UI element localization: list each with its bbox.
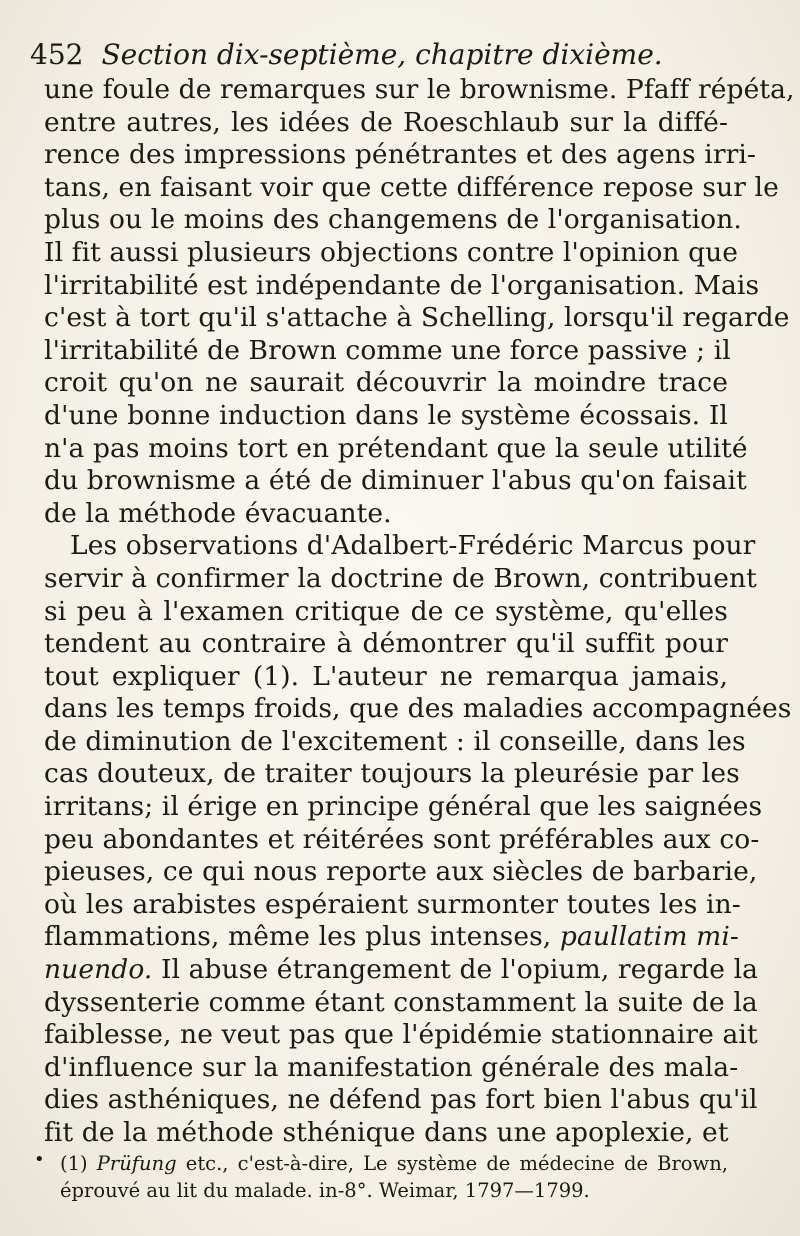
text-line-paragraph-end: de la méthode évacuante.	[44, 497, 392, 529]
text-line: dans les temps froids, que des maladies accompagnées	[44, 693, 792, 725]
text-line: n'a pas moins tort en prétendant que la seule utilité	[44, 432, 748, 464]
text-line: du brownisme a été de diminuer l'abus qu'on faisait	[44, 465, 747, 497]
text-line: où les arabistes espéraient surmonter toutes les in-	[44, 888, 741, 920]
text-line: croit qu'on ne saurait découvrir la moindre trace	[44, 367, 728, 399]
footnote-dot: •	[34, 1149, 45, 1170]
text-line: peu abondantes et réitérées sont préférables aux co-	[44, 823, 760, 855]
footnote-text: etc., c'est-à-dire, Le système de médecine de Brown,	[185, 1152, 728, 1175]
text-line: faiblesse, ne veut pas que l'épidémie stationnaire ait	[44, 1019, 758, 1051]
text-line: dyssenterie comme étant constamment la suite de la	[44, 986, 758, 1018]
text-line: tans, en faisant voir que cette différence repose sur le	[44, 171, 779, 203]
text-line: fit de la méthode sthénique dans une apoplexie, et	[44, 1117, 729, 1148]
text-line: dies asthéniques, ne défend pas fort bien l'abus qu'il	[44, 1084, 758, 1116]
running-title: Section dix-septième, chapitre dixième.	[101, 38, 663, 71]
text-segment: Il abuse étrangement de l'opium, regarde la	[152, 954, 759, 986]
footnote-line: éprouvé au lit du malade. in-8°. Weimar, 1797—1799.	[60, 1179, 590, 1202]
text-line-paragraph-start: Les observations d'Adalbert-Frédéric Marcus pour	[70, 530, 756, 562]
text-line: irritans; il érige en principe général que les saignées	[44, 791, 763, 823]
italic-phrase: paullatim mi-	[559, 921, 739, 953]
text-segment: flammations, même les plus intenses,	[44, 921, 552, 953]
text-line-with-italic	[44, 921, 739, 954]
running-header	[30, 30, 770, 80]
footnote-marker: (1)	[60, 1152, 88, 1175]
footnote	[60, 1150, 728, 1204]
text-line: une foule de remarques sur le brownisme. Pfaff répéta,	[44, 74, 795, 105]
text-line: cas douteux, de traiter toujours la pleurésie par les	[44, 758, 740, 790]
page-number: 452	[30, 38, 84, 71]
text-line: de diminution de l'excitement : il conseille, dans les	[44, 725, 746, 757]
text-line: l'irritabilité de Brown comme une force passive ; il	[44, 334, 731, 366]
text-line: rence des impressions pénétrantes et des agens irri-	[44, 139, 757, 171]
footnote-line	[60, 1150, 728, 1177]
footnote-italic-title: Prüfung	[96, 1152, 177, 1175]
text-line: si peu à l'examen critique de ce système, qu'elles	[44, 595, 728, 627]
text-line: plus ou le moins des changemens de l'organisation.	[44, 204, 742, 236]
text-line: d'influence sur la manifestation générale des mala-	[44, 1051, 739, 1083]
text-line: tout expliquer (1). L'auteur ne remarqua jamais,	[44, 660, 728, 692]
italic-phrase: nuendo.	[44, 954, 153, 986]
text-line: d'une bonne induction dans le système écossais. Il	[44, 399, 728, 431]
text-line: c'est à tort qu'il s'attache à Schelling, lorsqu'il regarde	[44, 302, 790, 334]
body-text	[44, 74, 795, 1150]
text-line: Il fit aussi plusieurs objections contre l'opinion que	[44, 236, 739, 268]
text-line: l'irritabilité est indépendante de l'organisation. Mais	[44, 269, 760, 301]
text-line-with-italic	[44, 954, 759, 987]
text-line: pieuses, ce qui nous reporte aux siècles de barbarie,	[44, 856, 758, 888]
text-line: servir à confirmer la doctrine de Brown, contribuent	[44, 562, 757, 594]
text-line: entre autres, les idées de Roeschlaub sur la diffé-	[44, 106, 728, 138]
text-line: tendent au contraire à démontrer qu'il suffit pour	[44, 628, 728, 660]
